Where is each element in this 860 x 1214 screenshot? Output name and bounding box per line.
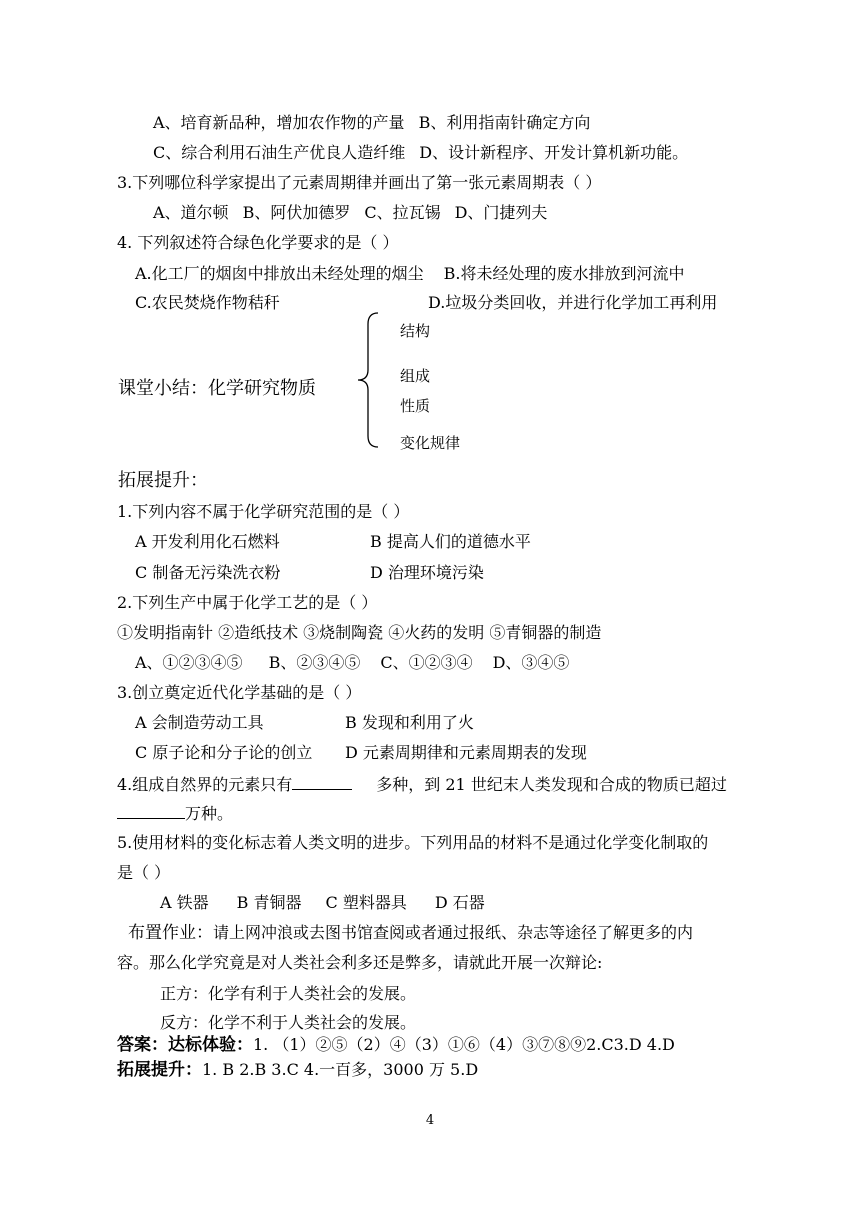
- answers-extension-text: 1. B 2.B 3.C 4.一百多，3000 万 5.D: [202, 1060, 479, 1079]
- extension-heading: 拓展提升：: [118, 470, 208, 491]
- answers-line: [117, 1034, 675, 1056]
- ext-q1-option-a: A 开发利用化石燃料: [135, 532, 280, 551]
- ext-q2-question: 2.下列生产中属于化学工艺的是（ ）: [117, 593, 378, 612]
- q2-option-a: A、培育新品种，增加农作物的产量: [153, 113, 405, 132]
- q4-question: 4. 下列叙述符合绿色化学要求的是（ ）: [117, 233, 399, 252]
- ext-q4-line-1: [117, 773, 727, 796]
- ext-q5-option-d: D 石器: [434, 893, 485, 912]
- ext-q5-option-a: A 铁器: [160, 893, 209, 912]
- answers-text: 1. （1）②⑤（2）④（3）①⑥（4）③⑦⑧⑨2.C3.D 4.D: [253, 1035, 675, 1054]
- homework-con: 反方：化学不利于人类社会的发展。: [160, 1013, 417, 1032]
- ext-q1-option-d: D 治理环境污染: [370, 563, 484, 582]
- q4-option-b: B.将未经处理的废水排放到河流中: [443, 264, 685, 283]
- q4-option-a: A.化工厂的烟囱中排放出未经处理的烟尘: [135, 264, 424, 283]
- ext-q1-question: 1.下列内容不属于化学研究范围的是（ ）: [117, 502, 410, 521]
- ext-q2-option-d: D、③④⑤: [492, 653, 570, 672]
- q3-option-c: C、拉瓦锡: [364, 203, 441, 222]
- answers-label: 答案：达标体验：: [117, 1035, 253, 1055]
- q2-option-b: B、利用指南针确定方向: [418, 113, 591, 132]
- ext-q4-blank-1[interactable]: [292, 773, 352, 790]
- ext-q1-option-c: C 制备无污染洗衣粉: [135, 563, 281, 582]
- q3-option-b: B、阿伏加德罗: [242, 203, 351, 222]
- q3-options-row: [153, 202, 547, 224]
- ext-q5-option-c: C 塑料器具: [325, 893, 407, 912]
- q2-option-d: D、设计新程序、开发计算机新功能。: [419, 143, 689, 162]
- homework-label: 布置作业：: [128, 923, 213, 943]
- summary-label: 课堂小结：化学研究物质: [118, 378, 316, 399]
- ext-q1-option-b: B 提高人们的道德水平: [370, 532, 531, 551]
- ext-q5-option-b: B 青铜器: [236, 893, 302, 912]
- ext-q2-option-c: C、①②③④: [380, 653, 473, 672]
- ext-q4-blank-2[interactable]: [117, 802, 185, 819]
- ext-q2-options-row: [135, 652, 569, 674]
- q3-question: 3.下列哪位科学家提出了元素周期律并画出了第一张元素周期表（ ）: [117, 173, 602, 192]
- homework-pro: 正方：化学有利于人类社会的发展。: [160, 984, 417, 1003]
- ext-q4-part2: 多种，到 21 世纪末人类发现和合成的物质已超过: [376, 775, 727, 794]
- summary-item-structure: 结构: [400, 322, 431, 340]
- q2-option-c: C、综合利用石油生产优良人造纤维: [153, 143, 406, 162]
- ext-q4-part1: 4.组成自然界的元素只有: [117, 775, 293, 794]
- summary-item-composition: 组成: [400, 367, 431, 385]
- ext-q3-option-d: D 元素周期律和元素周期表的发现: [345, 743, 587, 762]
- page-number: 4: [425, 1113, 435, 1128]
- ext-q5-question-line-1: 5.使用材料的变化标志着人类文明的进步。下列用品的材料不是通过化学变化制取的: [117, 833, 709, 852]
- q4-option-c: C.农民焚烧作物秸秆: [135, 293, 280, 312]
- summary-item-change-laws: 变化规律: [400, 434, 461, 452]
- homework-text-1: 请上网冲浪或去图书馆查阅或者通过报纸、杂志等途径了解更多的内: [213, 923, 694, 942]
- answers-extension-label: 拓展提升：: [117, 1060, 202, 1080]
- ext-q4-line-2: [117, 802, 233, 825]
- q4-options-row-1: [135, 263, 685, 285]
- q2-options-row-1: [153, 112, 590, 134]
- homework-text-2: 容。那么化学究竟是对人类社会利多还是弊多，请就此开展一次辩论:: [117, 953, 603, 972]
- ext-q3-option-a: A 会制造劳动工具: [135, 713, 264, 732]
- ext-q2-option-a: A、①②③④⑤: [135, 653, 243, 672]
- ext-q3-option-b: B 发现和利用了火: [345, 713, 474, 732]
- ext-q5-question-line-2: 是（ ）: [117, 863, 171, 882]
- q3-option-a: A、道尔顿: [153, 203, 229, 222]
- ext-q2-option-b: B、②③④⑤: [268, 653, 361, 672]
- q3-option-d: D、门捷列夫: [454, 203, 548, 222]
- ext-q2-items: ①发明指南针 ②造纸技术 ③烧制陶瓷 ④火药的发明 ⑤青铜器的制造: [117, 623, 602, 642]
- q4-option-d: D.垃圾分类回收，并进行化学加工再利用: [428, 293, 718, 312]
- homework-line-1: [128, 922, 693, 944]
- ext-q3-question: 3.创立奠定近代化学基础的是（ ）: [117, 683, 362, 702]
- ext-q5-options-row: [160, 892, 485, 914]
- ext-q3-option-c: C 原子论和分子论的创立: [135, 743, 313, 762]
- summary-item-properties: 性质: [400, 397, 431, 415]
- answers-extension-line: [117, 1059, 478, 1081]
- summary-brace: [352, 310, 382, 450]
- ext-q4-part3: 万种。: [185, 804, 234, 823]
- q2-options-row-2: [153, 142, 688, 164]
